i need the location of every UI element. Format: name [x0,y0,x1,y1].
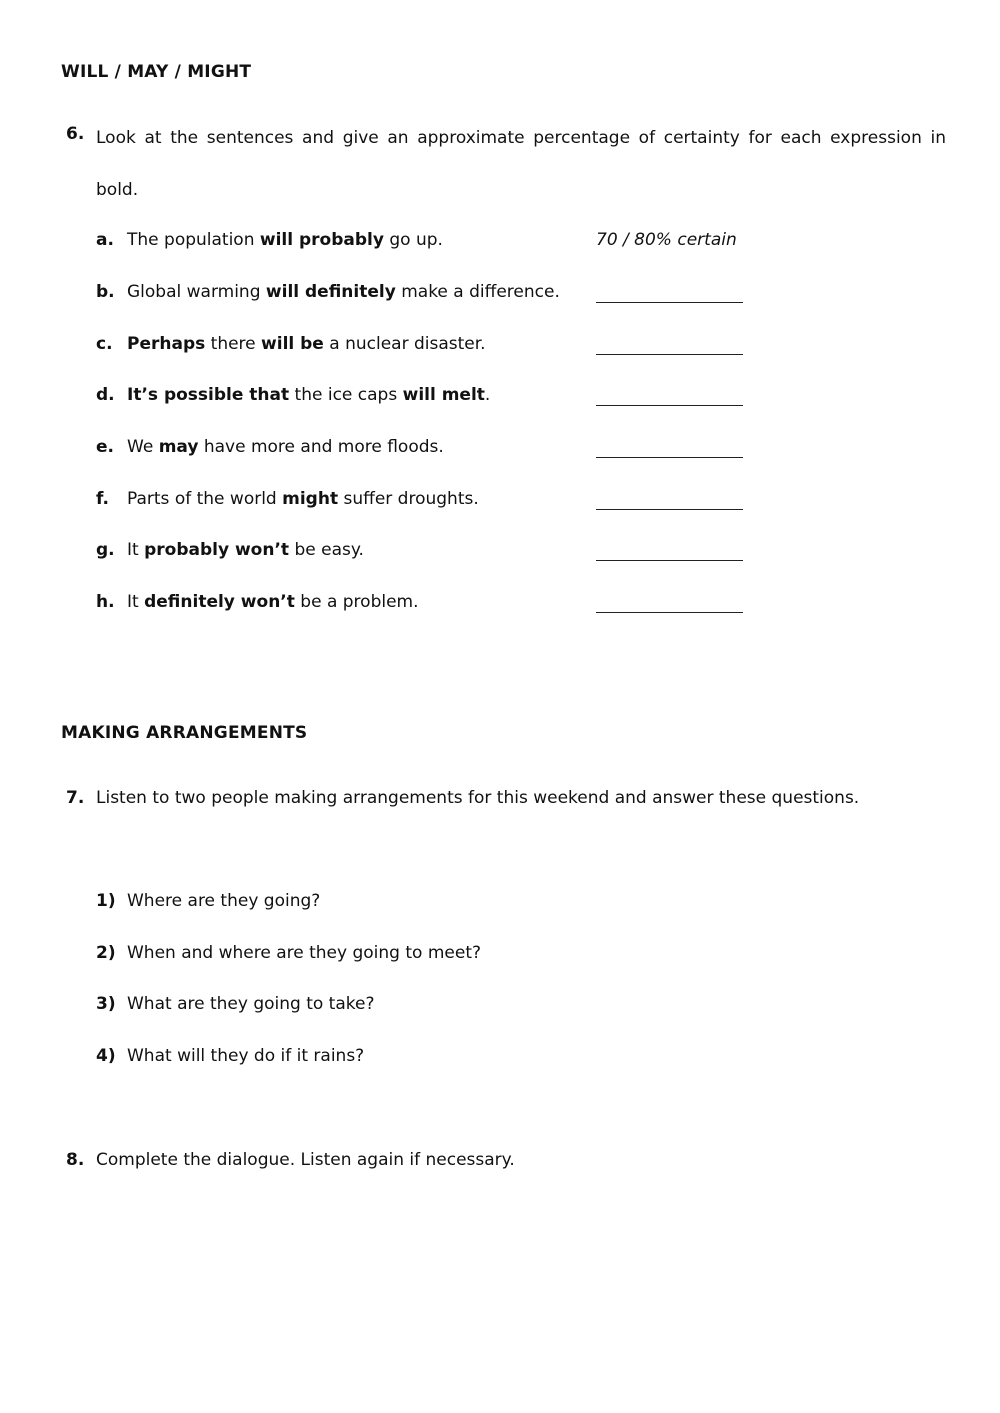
item-label: a. [96,230,114,250]
list-item [0,943,1000,969]
item-question: What will they do if it rains? [127,1046,365,1066]
item-label: b. [96,282,115,302]
list-item [0,334,1000,360]
answer-blank[interactable] [596,302,743,303]
answer-blank[interactable] [596,612,743,613]
question-text: Listen to two people making arrangements for this weekend and answer these questions. [96,788,860,808]
list-item [0,994,1000,1020]
item-label: 1) [96,891,116,911]
item-label: g. [96,540,115,560]
item-sentence: It’s possible that the ice caps will melt. [127,385,491,405]
answer-blank[interactable] [596,457,743,458]
list-item [0,489,1000,515]
list-item [0,230,1000,256]
example-answer: 70 / 80% certain [596,230,737,250]
item-label: 3) [96,994,116,1014]
answer-blank[interactable] [596,405,743,406]
list-item [0,592,1000,618]
list-item [0,437,1000,463]
item-sentence: Perhaps there will be a nuclear disaster. [127,334,486,354]
item-question: When and where are they going to meet? [127,943,482,963]
answer-blank[interactable] [596,560,743,561]
item-sentence: We may have more and more floods. [127,437,444,457]
item-sentence: Parts of the world might suffer droughts. [127,489,479,509]
item-question: Where are they going? [127,891,321,911]
item-label: c. [96,334,113,354]
list-item [0,891,1000,917]
item-label: d. [96,385,115,405]
item-sentence: It definitely won’t be a problem. [127,592,419,612]
question-text: Complete the dialogue. Listen again if necessary. [96,1150,515,1170]
answer-blank[interactable] [596,509,743,510]
question-number: 6. [66,124,85,144]
item-label: 2) [96,943,116,963]
item-label: f. [96,489,109,509]
section-heading-making-arrangements: MAKING ARRANGEMENTS [61,723,308,743]
item-sentence: Global warming will definitely make a difference. [127,282,560,302]
question-number: 7. [66,788,85,808]
item-question: What are they going to take? [127,994,375,1014]
item-label: e. [96,437,114,457]
list-item [0,385,1000,411]
item-sentence: The population will probably go up. [127,230,443,250]
section-heading-will-may-might: WILL / MAY / MIGHT [61,62,252,82]
item-label: 4) [96,1046,116,1066]
list-item [0,540,1000,566]
list-item [0,1046,1000,1072]
item-label: h. [96,592,115,612]
list-item [0,282,1000,308]
question-text: Look at the sentences and give an approximate percentage of certainty for each expression in bold. [96,128,946,200]
answer-blank[interactable] [596,354,743,355]
item-sentence: It probably won’t be easy. [127,540,364,560]
question-number: 8. [66,1150,85,1170]
